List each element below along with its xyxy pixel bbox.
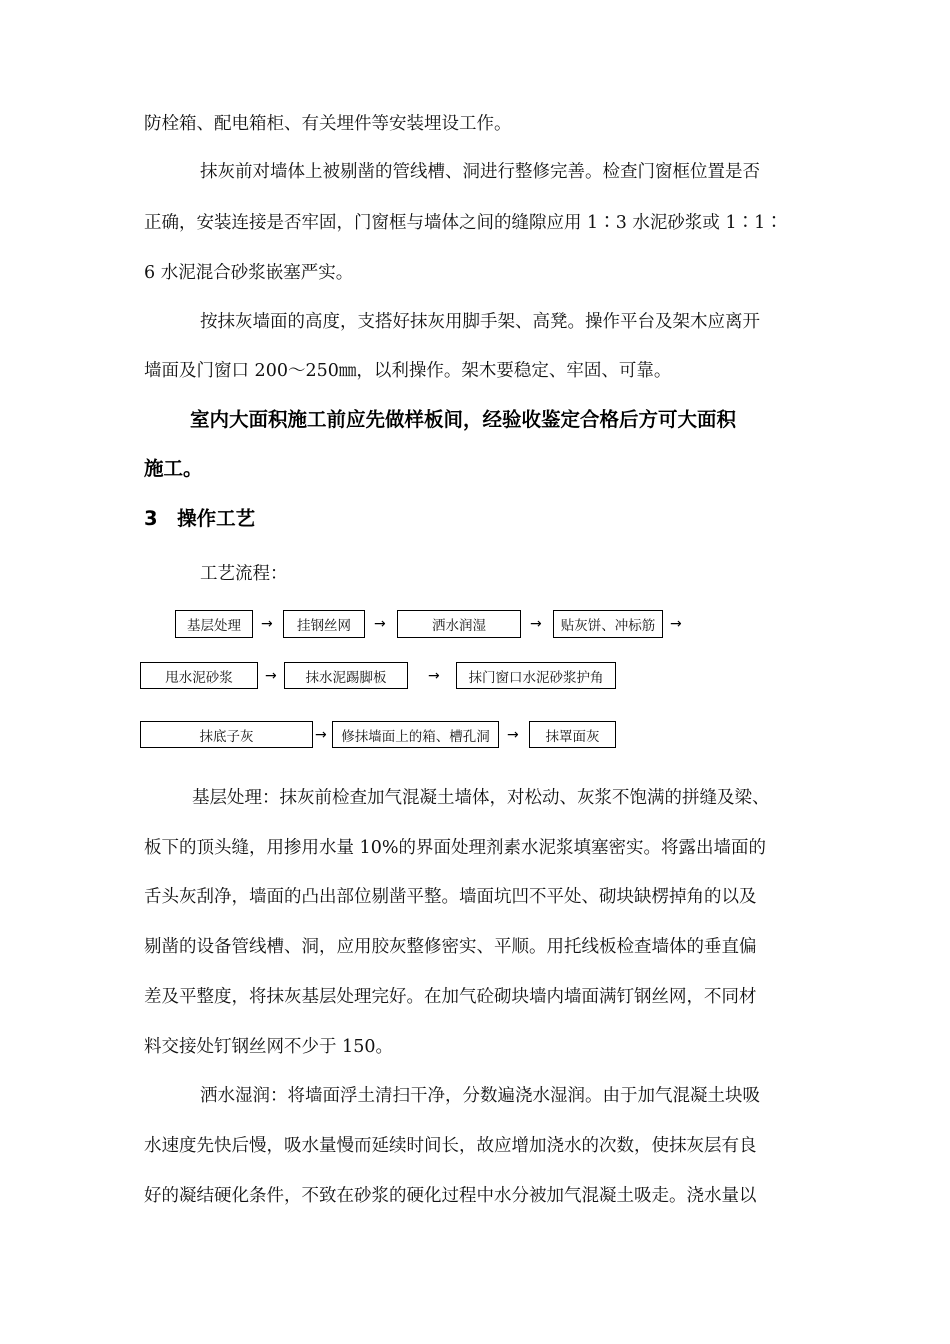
- arrow-icon: →: [530, 616, 542, 632]
- paragraph-line: 正确，安装连接是否牢固，门窗框与墙体之间的缝隙应用 1∶3 水泥砂浆或 1∶1∶: [144, 213, 783, 233]
- paragraph-line: 剔凿的设备管线槽、洞，应用胶灰整修密实、平顺。用托线板检查墙体的垂直偏: [144, 937, 757, 957]
- flow-step-wetting: 洒水润湿: [397, 610, 521, 638]
- flow-step-corner-guard: 抹门窗口水泥砂浆护角: [456, 662, 616, 689]
- arrow-icon: →: [374, 616, 386, 632]
- paragraph-line: 好的凝结硬化条件，不致在砂浆的硬化过程中水分被加气混凝土吸走。浇水量以: [144, 1186, 757, 1206]
- paragraph-line: 防栓箱、配电箱柜、有关埋件等安装埋设工作。: [144, 114, 512, 134]
- flow-step-base-treatment: 基层处理: [175, 610, 253, 638]
- paragraph-line: 料交接处钉钢丝网不少于 150。: [144, 1037, 393, 1057]
- paragraph-line: 板下的顶头缝，用掺用水量 10%的界面处理剂素水泥浆填塞密实。将露出墙面的: [144, 838, 766, 858]
- flow-step-base-coat: 抹底子灰: [140, 721, 313, 748]
- paragraph-line: 基层处理：抹灰前检查加气混凝土墙体，对松动、灰浆不饱满的拼缝及梁、: [192, 788, 770, 808]
- paragraph-line: 洒水湿润：将墙面浮土清扫干净，分数遍浇水湿润。由于加气混凝土块吸: [200, 1086, 760, 1106]
- arrow-icon: →: [261, 616, 273, 632]
- flow-step-splash-mortar: 甩水泥砂浆: [140, 662, 258, 689]
- arrow-icon: →: [428, 668, 440, 684]
- paragraph-line: 差及平整度，将抹灰基层处理完好。在加气砼砌块墙内墙面满钉钢丝网，不同材: [144, 987, 757, 1007]
- flow-intro: 工艺流程：: [200, 564, 288, 584]
- paragraph-line: 6 水泥混合砂浆嵌塞严实。: [144, 263, 354, 283]
- paragraph-line: 墙面及门窗口 200～250㎜，以利操作。架木要稳定、牢固、可靠。: [144, 361, 672, 381]
- flow-step-skirting: 抹水泥踢脚板: [284, 662, 408, 689]
- flow-step-finish-coat: 抹罩面灰: [529, 721, 616, 748]
- paragraph-line: 舌头灰刮净，墙面的凸出部位剔凿平整。墙面坑凹不平处、砌块缺楞掉角的以及: [144, 887, 757, 907]
- paragraph-line: 按抹灰墙面的高度，支搭好抹灰用脚手架、高凳。操作平台及架木应离开: [200, 312, 760, 332]
- paragraph-line: 水速度先快后慢，吸水量慢而延续时间长，故应增加浇水的次数，使抹灰层有良: [144, 1136, 757, 1156]
- section-heading: 3 操作工艺: [144, 507, 256, 530]
- flow-step-screeds: 贴灰饼、冲标筋: [553, 610, 663, 638]
- emphasis-line: 施工。: [144, 457, 203, 480]
- arrow-icon: →: [670, 616, 682, 632]
- arrow-icon: →: [265, 668, 277, 684]
- flow-step-repair-openings: 修抹墙面上的箱、槽孔洞: [332, 721, 499, 748]
- arrow-icon: →: [315, 727, 327, 743]
- emphasis-line: 室内大面积施工前应先做样板间，经验收鉴定合格后方可大面积: [190, 408, 737, 431]
- arrow-icon: →: [507, 727, 519, 743]
- flow-step-wire-mesh: 挂钢丝网: [283, 610, 365, 638]
- paragraph-line: 抹灰前对墙体上被剔凿的管线槽、洞进行整修完善。检查门窗框位置是否: [200, 162, 760, 182]
